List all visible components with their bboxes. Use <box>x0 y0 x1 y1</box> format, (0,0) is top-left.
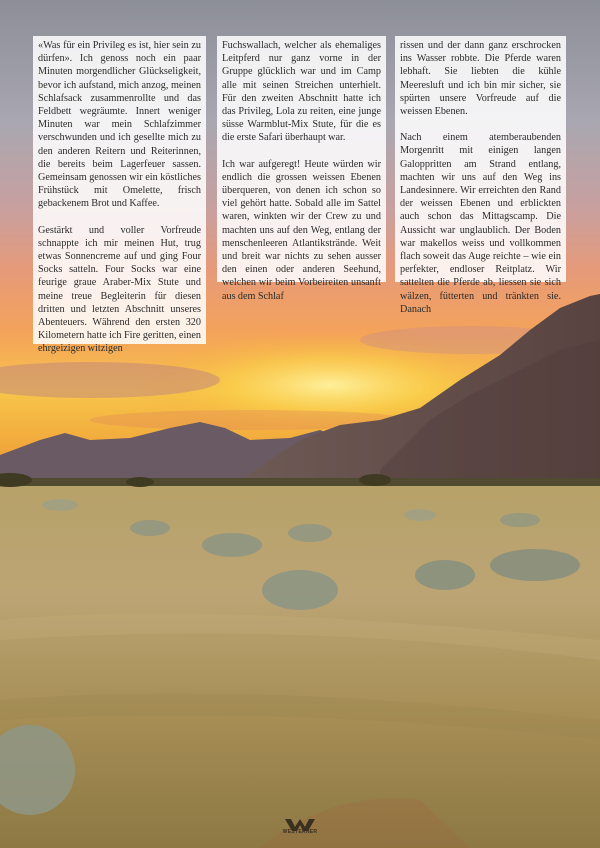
logo-text: WESTERNER <box>282 829 318 835</box>
paragraph: Fuchswallach, welcher als ehemaliges Leitpferd nur ganz vorne in der Gruppe glücklich war und im Camp alle mit seinen Streichen unterhielt. Für den zweiten Abschnitt hatte ich das Privileg, Lola zu reiten, eine junge süsse Warmblut-Mix Stute, für die es die erste Safari überhaupt war. <box>222 40 381 144</box>
paragraph: Ich war aufgeregt! Heute würden wir endlich die grossen weissen Ebenen überqueren, von denen ich schon so viel gehört hatte. Sobald alle im Sattel waren, winkten wir der Crew zu und machten uns auf den Weg, entlang der menschenleeren Atlantikstrände. Weit und breit war nichts zu sehen ausser den einen oder anderen Seehund, welchen wir beim Vorbeireiten unsanft aus dem Schlaf <box>222 158 381 302</box>
paragraph: Gestärkt und voller Vorfreude schnappte ich mir meinen Hut, trug etwas Sonnencreme auf und ging Four Socks satteln. Four Socks war eine feurige graue Araber-Mix Stute und meine treue Begleiterin für diesen dritten und letzten Abschnitt unseres Abenteuers. Während den ersten 320 Kilometern hatte ich Fire geritten, einen ehrgeizigen witzigen <box>38 224 201 355</box>
paragraph: Nach einem atemberaubenden Morgenritt mit einigen langen Galoppritten am Strand entlang, machten wir uns auf den Weg ins Landesinnere. Wir erreichten den Rand der weissen Ebenen und erblickten auch schon das Mittagscamp. Die Aussicht war unglaublich. Der Boden war makellos weiss und vollkommen flach soweit das Auge reichte – wie ein perfekter, endloser Reitplatz. Wir sattelten die Pferde ab, liessen sie sich wälzen, fütterten und tränkten sie. Danach <box>400 132 561 315</box>
article-column-1 <box>33 36 206 355</box>
article-column-3 <box>395 36 566 315</box>
paragraph: rissen und der dann ganz erschrocken ins Wasser robbte. Die Pferde waren lebhaft. Sie liebten die kühle Meeresluft und ich bin mir sicher, sie spürten unsere Vorfreude auf die weissen Ebenen. <box>400 40 561 118</box>
paragraph: «Was für ein Privileg es ist, hier sein zu dürfen». Ich genoss noch ein paar Minuten morgendlicher Glückseligkeit, bevor ich aufstand, mich anzog, meinen Schlafsack zusammenrollte und das Feldbett wegräumte. Innert weniger Minuten war mein Schlafzimmer verschwunden und ich gesellte mich zu den anderen Reitern und Reiterinnen, die bereits beim Lagerfeuer sassen. Gemeinsam genossen wir ein köstliches Frühstück mit Omelette, frisch gebackenem Brot und Kaffee. <box>38 40 201 210</box>
article-column-2 <box>217 36 386 302</box>
westerner-logo <box>271 818 329 838</box>
